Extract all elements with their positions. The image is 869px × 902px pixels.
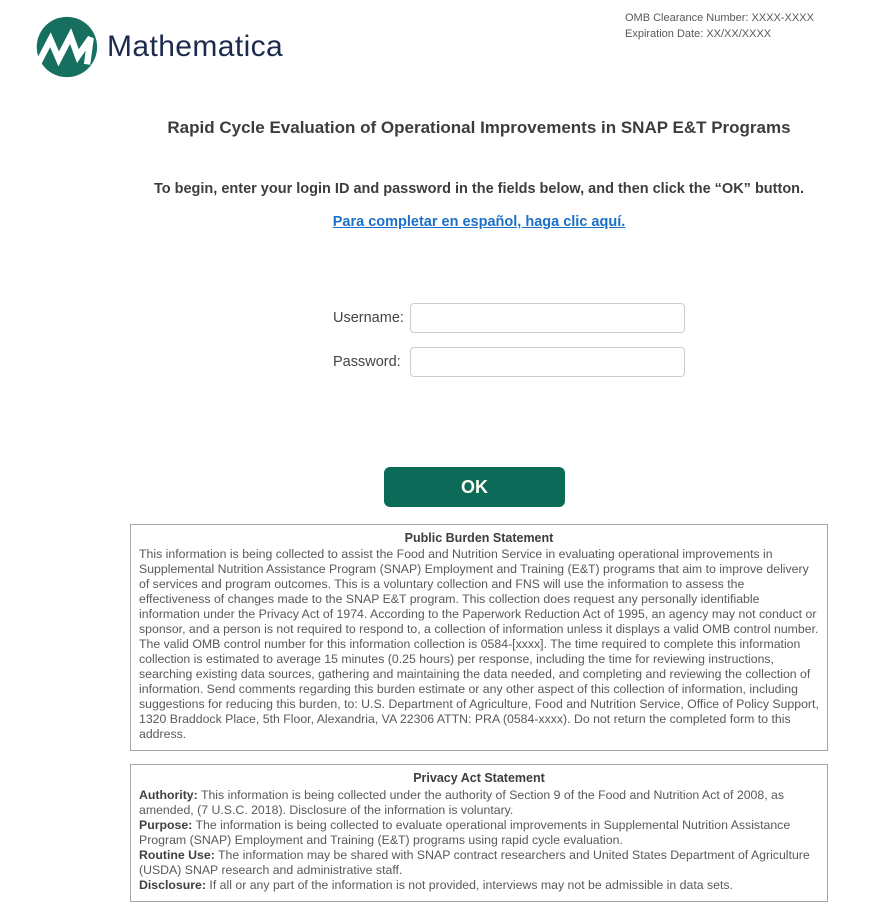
omb-clearance-number: OMB Clearance Number: XXXX-XXXX	[625, 12, 814, 24]
password-input[interactable]	[410, 347, 685, 377]
omb-expiration-date: Expiration Date: XX/XX/XXXX	[625, 28, 772, 40]
login-form	[333, 303, 685, 377]
username-input[interactable]	[410, 303, 685, 333]
privacy-item: Disclosure: If all or any part of the information is not provided, interviews may not be admissible in data sets.	[139, 877, 733, 892]
privacy-act-statement-box	[130, 764, 828, 901]
spanish-language-link[interactable]: Para completar en español, haga clic aquí.	[332, 214, 626, 230]
privacy-act-statement-items	[139, 788, 819, 893]
brand-wordmark: Mathematica	[107, 30, 284, 63]
username-label: Username:	[333, 310, 404, 326]
privacy-item: Routine Use: The information may be shared with SNAP contract researchers and United States Department of Agriculture (USDA) SNAP research and administrative staff.	[139, 847, 810, 877]
main-content	[130, 0, 828, 902]
mathematica-logo-icon	[34, 15, 98, 79]
username-row	[333, 303, 685, 333]
login-instructions: To begin, enter your login ID and password in the fields below, and then click the “OK” button.	[153, 181, 805, 197]
spanish-link-row	[130, 213, 828, 231]
public-burden-statement-box	[130, 524, 828, 751]
ok-button[interactable]: OK	[384, 467, 565, 507]
public-burden-statement-text: This information is being collected to assist the Food and Nutrition Service in evaluating operational improvements in Supplemental Nutrition Assistance Program (SNAP) Employment and Training (E&T) programs that aim to improve delivery of services and program outcomes. This is a voluntary collection and FNS will use the information to assess the effectiveness of changes made to the SNAP E&T program. This collection does request any personally identifiable information under the Privacy Act of 1974. According to the Paperwork Reduction Act of 1995, an agency may not conduct or sponsor, and a person is not required to respond to, a collection of information unless it displays a valid OMB control number. The valid OMB control number for this information collection is 0584-[xxxx]. The time required to complete this information collection is estimated to average 15 minutes (0.25 hours) per response, including the time for reviewing instructions, searching existing data sources, gathering and maintaining the data needed, and completing and reviewing the collection of information. Send comments regarding this burden estimate or any other aspect of this collection of information, including suggestions for reducing this burden, to: U.S. Department of Agriculture, Food and Nutrition Service, Office of Policy Support, 1320 Braddock Place, 5th Floor, Alexandria, VA 22306 ATTN: PRA (0584-xxxx). Do not return the completed form to this address.	[139, 547, 819, 742]
privacy-act-statement-title: Privacy Act Statement	[413, 771, 545, 786]
privacy-item: Authority: This information is being collected under the authority of Section 9 of the Food and Nutrition Act of 2008, as amended, (7 U.S.C. 2018). Disclosure of the information is voluntary.	[139, 787, 785, 817]
public-burden-statement-title: Public Burden Statement	[404, 531, 554, 545]
page-title: Rapid Cycle Evaluation of Operational Improvements in SNAP E&T Programs	[167, 118, 791, 137]
password-label: Password:	[333, 354, 401, 370]
password-row	[333, 347, 685, 377]
privacy-item: Purpose: The information is being collected to evaluate operational improvements in Supplemental Nutrition Assistance Program (SNAP) Employment and Training (E&T) programs using rapid cycle evaluation.	[139, 817, 791, 847]
